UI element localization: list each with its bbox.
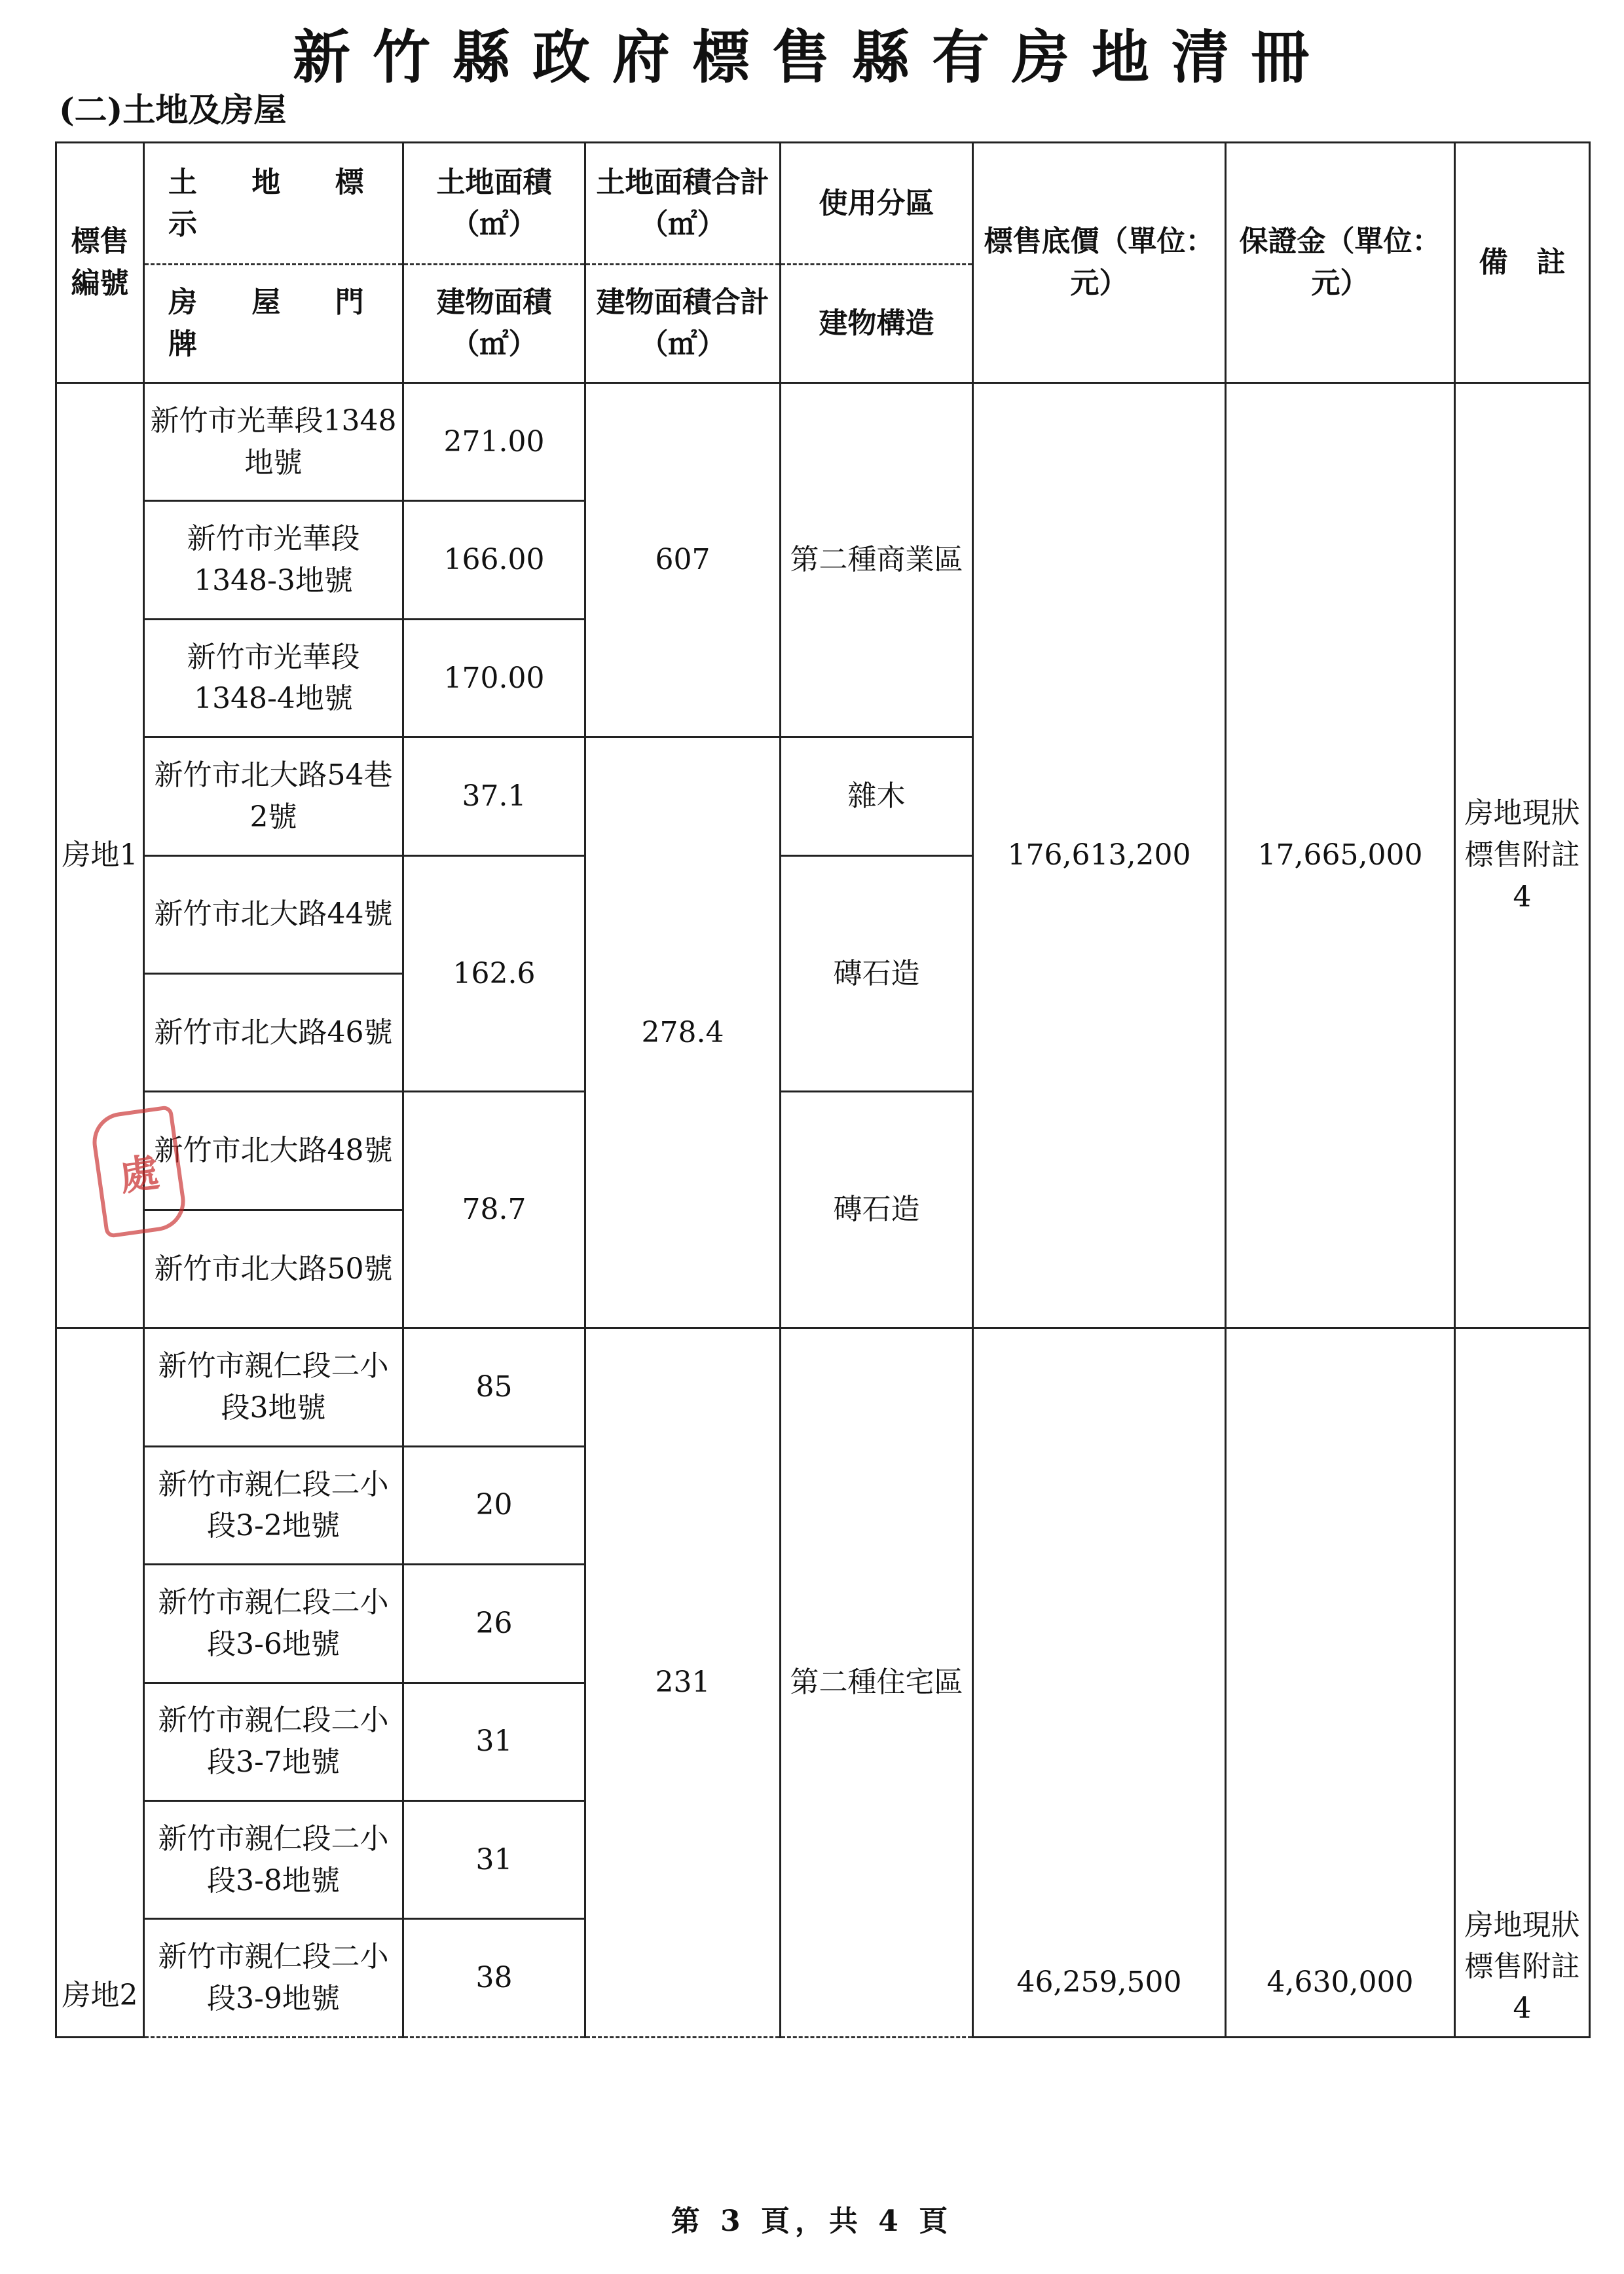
land-label-cell: 新竹市光華段1348-4地號 (144, 619, 403, 737)
building-total-cell: 278.4 (585, 737, 781, 1328)
remarks-cell: 房地現狀標售附註4 (1455, 382, 1590, 1328)
header-deposit: 保證金（單位：元） (1226, 143, 1455, 383)
land-area-cell: 31 (403, 1800, 585, 1918)
land-label-cell: 新竹市親仁段二小段3-7地號 (144, 1683, 403, 1800)
header-base-price: 標售底價（單位：元） (973, 143, 1226, 383)
land-label-cell: 新竹市親仁段二小段3-6地號 (144, 1565, 403, 1683)
deposit-cell: 17,665,000 (1226, 382, 1455, 1328)
land-total-cell: 231 (585, 1328, 781, 2038)
header-sale-no: 標售編號 (56, 143, 144, 383)
building-area-cell: 37.1 (403, 737, 585, 855)
header-zoning: 使用分區 (781, 143, 973, 265)
land-area-cell: 85 (403, 1328, 585, 1446)
sale-no-cell: 房地2 (56, 1328, 144, 2038)
header-remarks: 備 註 (1455, 143, 1590, 383)
land-area-cell: 26 (403, 1565, 585, 1683)
zoning-cell: 第二種商業區 (781, 382, 973, 737)
stamp-text: 處 (117, 1149, 162, 1201)
header-building-area-total: 建物面積合計（㎡） (585, 265, 781, 382)
header-land-area: 土地面積（㎡） (403, 143, 585, 265)
base-price-cell: 46,259,500 (973, 1328, 1226, 2038)
land-area-cell: 166.00 (403, 501, 585, 619)
base-price-cell: 176,613,200 (973, 382, 1226, 1328)
header-land-label: 土 地 標 示 (144, 143, 403, 265)
house-address-cell: 新竹市北大路44號 (144, 855, 403, 973)
land-label-cell: 新竹市親仁段二小段3-2地號 (144, 1446, 403, 1564)
header-house-label: 房 屋 門 牌 (144, 265, 403, 382)
header-land-area-total: 土地面積合計（㎡） (585, 143, 781, 265)
building-area-cell: 78.7 (403, 1092, 585, 1328)
header-structure: 建物構造 (781, 265, 973, 382)
land-label-cell: 新竹市親仁段二小段3-9地號 (144, 1919, 403, 2038)
land-area-cell: 271.00 (403, 382, 585, 500)
land-area-cell: 170.00 (403, 619, 585, 737)
land-total-cell: 607 (585, 382, 781, 737)
structure-cell: 磚石造 (781, 1092, 973, 1328)
header-building-area: 建物面積（㎡） (403, 265, 585, 382)
structure-cell: 雜木 (781, 737, 973, 855)
house-address-cell: 新竹市北大路54巷2號 (144, 737, 403, 855)
zoning-cell: 第二種住宅區 (781, 1328, 973, 2038)
document-title: 新竹縣政府標售縣有房地清冊 (292, 23, 1331, 91)
land-area-cell: 20 (403, 1446, 585, 1564)
page-number-footer: 第 3 頁，共 4 頁 (671, 2205, 953, 2238)
building-area-cell: 162.6 (403, 855, 585, 1092)
house-address-cell: 新竹市北大路48號 (144, 1092, 403, 1210)
land-area-cell: 31 (403, 1683, 585, 1800)
official-seal-stamp (89, 1105, 189, 1239)
deposit-cell: 4,630,000 (1226, 1328, 1455, 2038)
structure-cell: 磚石造 (781, 855, 973, 1092)
land-label-cell: 新竹市光華段1348-3地號 (144, 501, 403, 619)
section-subtitle: (二)土地及房屋 (59, 90, 287, 129)
land-label-cell: 新竹市光華段1348地號 (144, 382, 403, 500)
land-area-cell: 38 (403, 1919, 585, 2038)
house-address-cell: 新竹市北大路50號 (144, 1210, 403, 1328)
property-register-table (55, 141, 1591, 2038)
house-address-cell: 新竹市北大路46號 (144, 973, 403, 1091)
remarks-cell: 房地現狀標售附註4 (1455, 1328, 1590, 2038)
land-label-cell: 新竹市親仁段二小段3地號 (144, 1328, 403, 1446)
land-label-cell: 新竹市親仁段二小段3-8地號 (144, 1800, 403, 1918)
sale-no-cell: 房地1 (56, 382, 144, 1328)
